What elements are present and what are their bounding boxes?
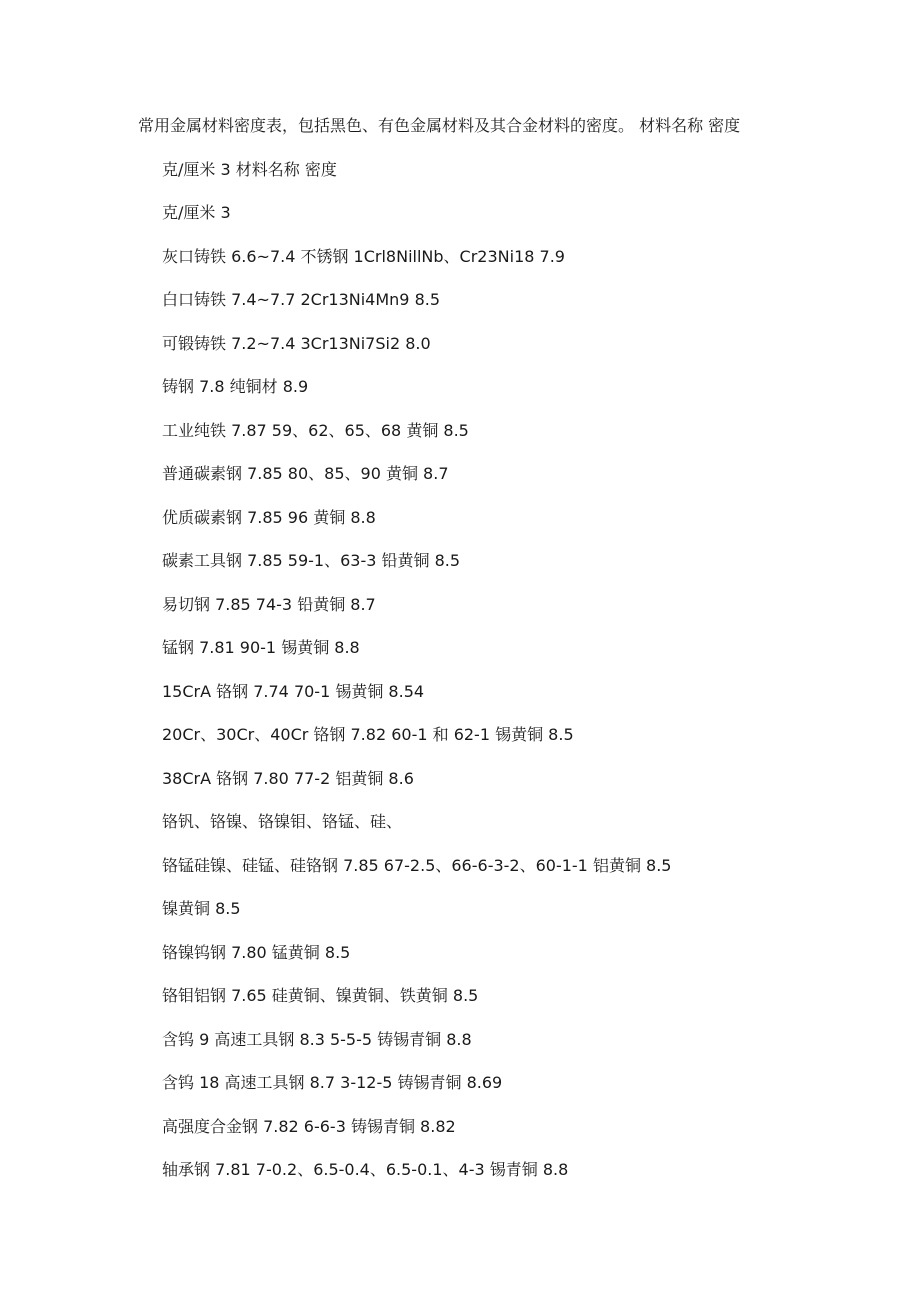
text-line: 克/厘米 3 材料名称 密度 [162, 159, 337, 179]
text-line: 铬锰硅镍、硅锰、硅铬钢 7.85 67-2.5、66-6-3-2、60-1-1 铝黄铜 8.5 [162, 855, 672, 875]
text-line: 碳素工具钢 7.85 59-1、63-3 铅黄铜 8.5 [162, 551, 461, 570]
text-line: 含钨 9 高速工具钢 8.3 5-5-5 铸锡青铜 8.8 [162, 1029, 472, 1049]
text-line: 锰钢 7.81 90-1 锡黄铜 8.8 [162, 638, 360, 657]
text-line: 38CrA 铬钢 7.80 77-2 铝黄铜 8.6 [162, 768, 414, 788]
text-line: 高强度合金钢 7.82 6-6-3 铸锡青铜 8.82 [162, 1116, 456, 1136]
text-line: 铬钼铝钢 7.65 硅黄铜、镍黄铜、铁黄铜 8.5 [162, 986, 479, 1005]
text-line: 克/厘米 3 [162, 203, 231, 222]
text-line: 灰口铸铁 6.6~7.4 不锈钢 1Crl8NillNb、Cr23Ni18 7.9 [162, 246, 565, 266]
text-line: 普通碳素钢 7.85 80、85、90 黄铜 8.7 [162, 464, 449, 483]
text-line: 白口铸铁 7.4~7.7 2Cr13Ni4Mn9 8.5 [162, 290, 441, 309]
document-body [138, 116, 878, 1204]
text-line: 铸钢 7.8 纯铜材 8.9 [162, 377, 309, 396]
text-line: 含钨 18 高速工具钢 8.7 3-12-5 铸锡青铜 8.69 [162, 1073, 503, 1092]
text-line: 铬镍钨钢 7.80 锰黄铜 8.5 [162, 942, 351, 962]
text-line: 轴承钢 7.81 7-0.2、6.5-0.4、6.5-0.1、4-3 锡青铜 8.8 [162, 1160, 569, 1179]
text-line: 工业纯铁 7.87 59、62、65、68 黄铜 8.5 [162, 420, 469, 440]
text-line: 可锻铸铁 7.2~7.4 3Cr13Ni7Si2 8.0 [162, 333, 431, 353]
text-line: 铬钒、铬镍、铬镍钼、铬锰、硅、 [162, 812, 403, 831]
text-line: 优质碳素钢 7.85 96 黄铜 8.8 [162, 507, 376, 527]
intro-paragraph: 常用金属材料密度表，包括黑色、有色金属材料及其合金材料的密度。 材料名称 密度 [138, 116, 741, 135]
text-line: 易切钢 7.85 74-3 铅黄铜 8.7 [162, 594, 376, 614]
text-line: 15CrA 铬钢 7.74 70-1 锡黄铜 8.54 [162, 681, 425, 701]
text-line: 20Cr、30Cr、40Cr 铬钢 7.82 60-1 和 62-1 锡黄铜 8.5 [162, 725, 574, 744]
text-line: 镍黄铜 8.5 [162, 899, 241, 918]
